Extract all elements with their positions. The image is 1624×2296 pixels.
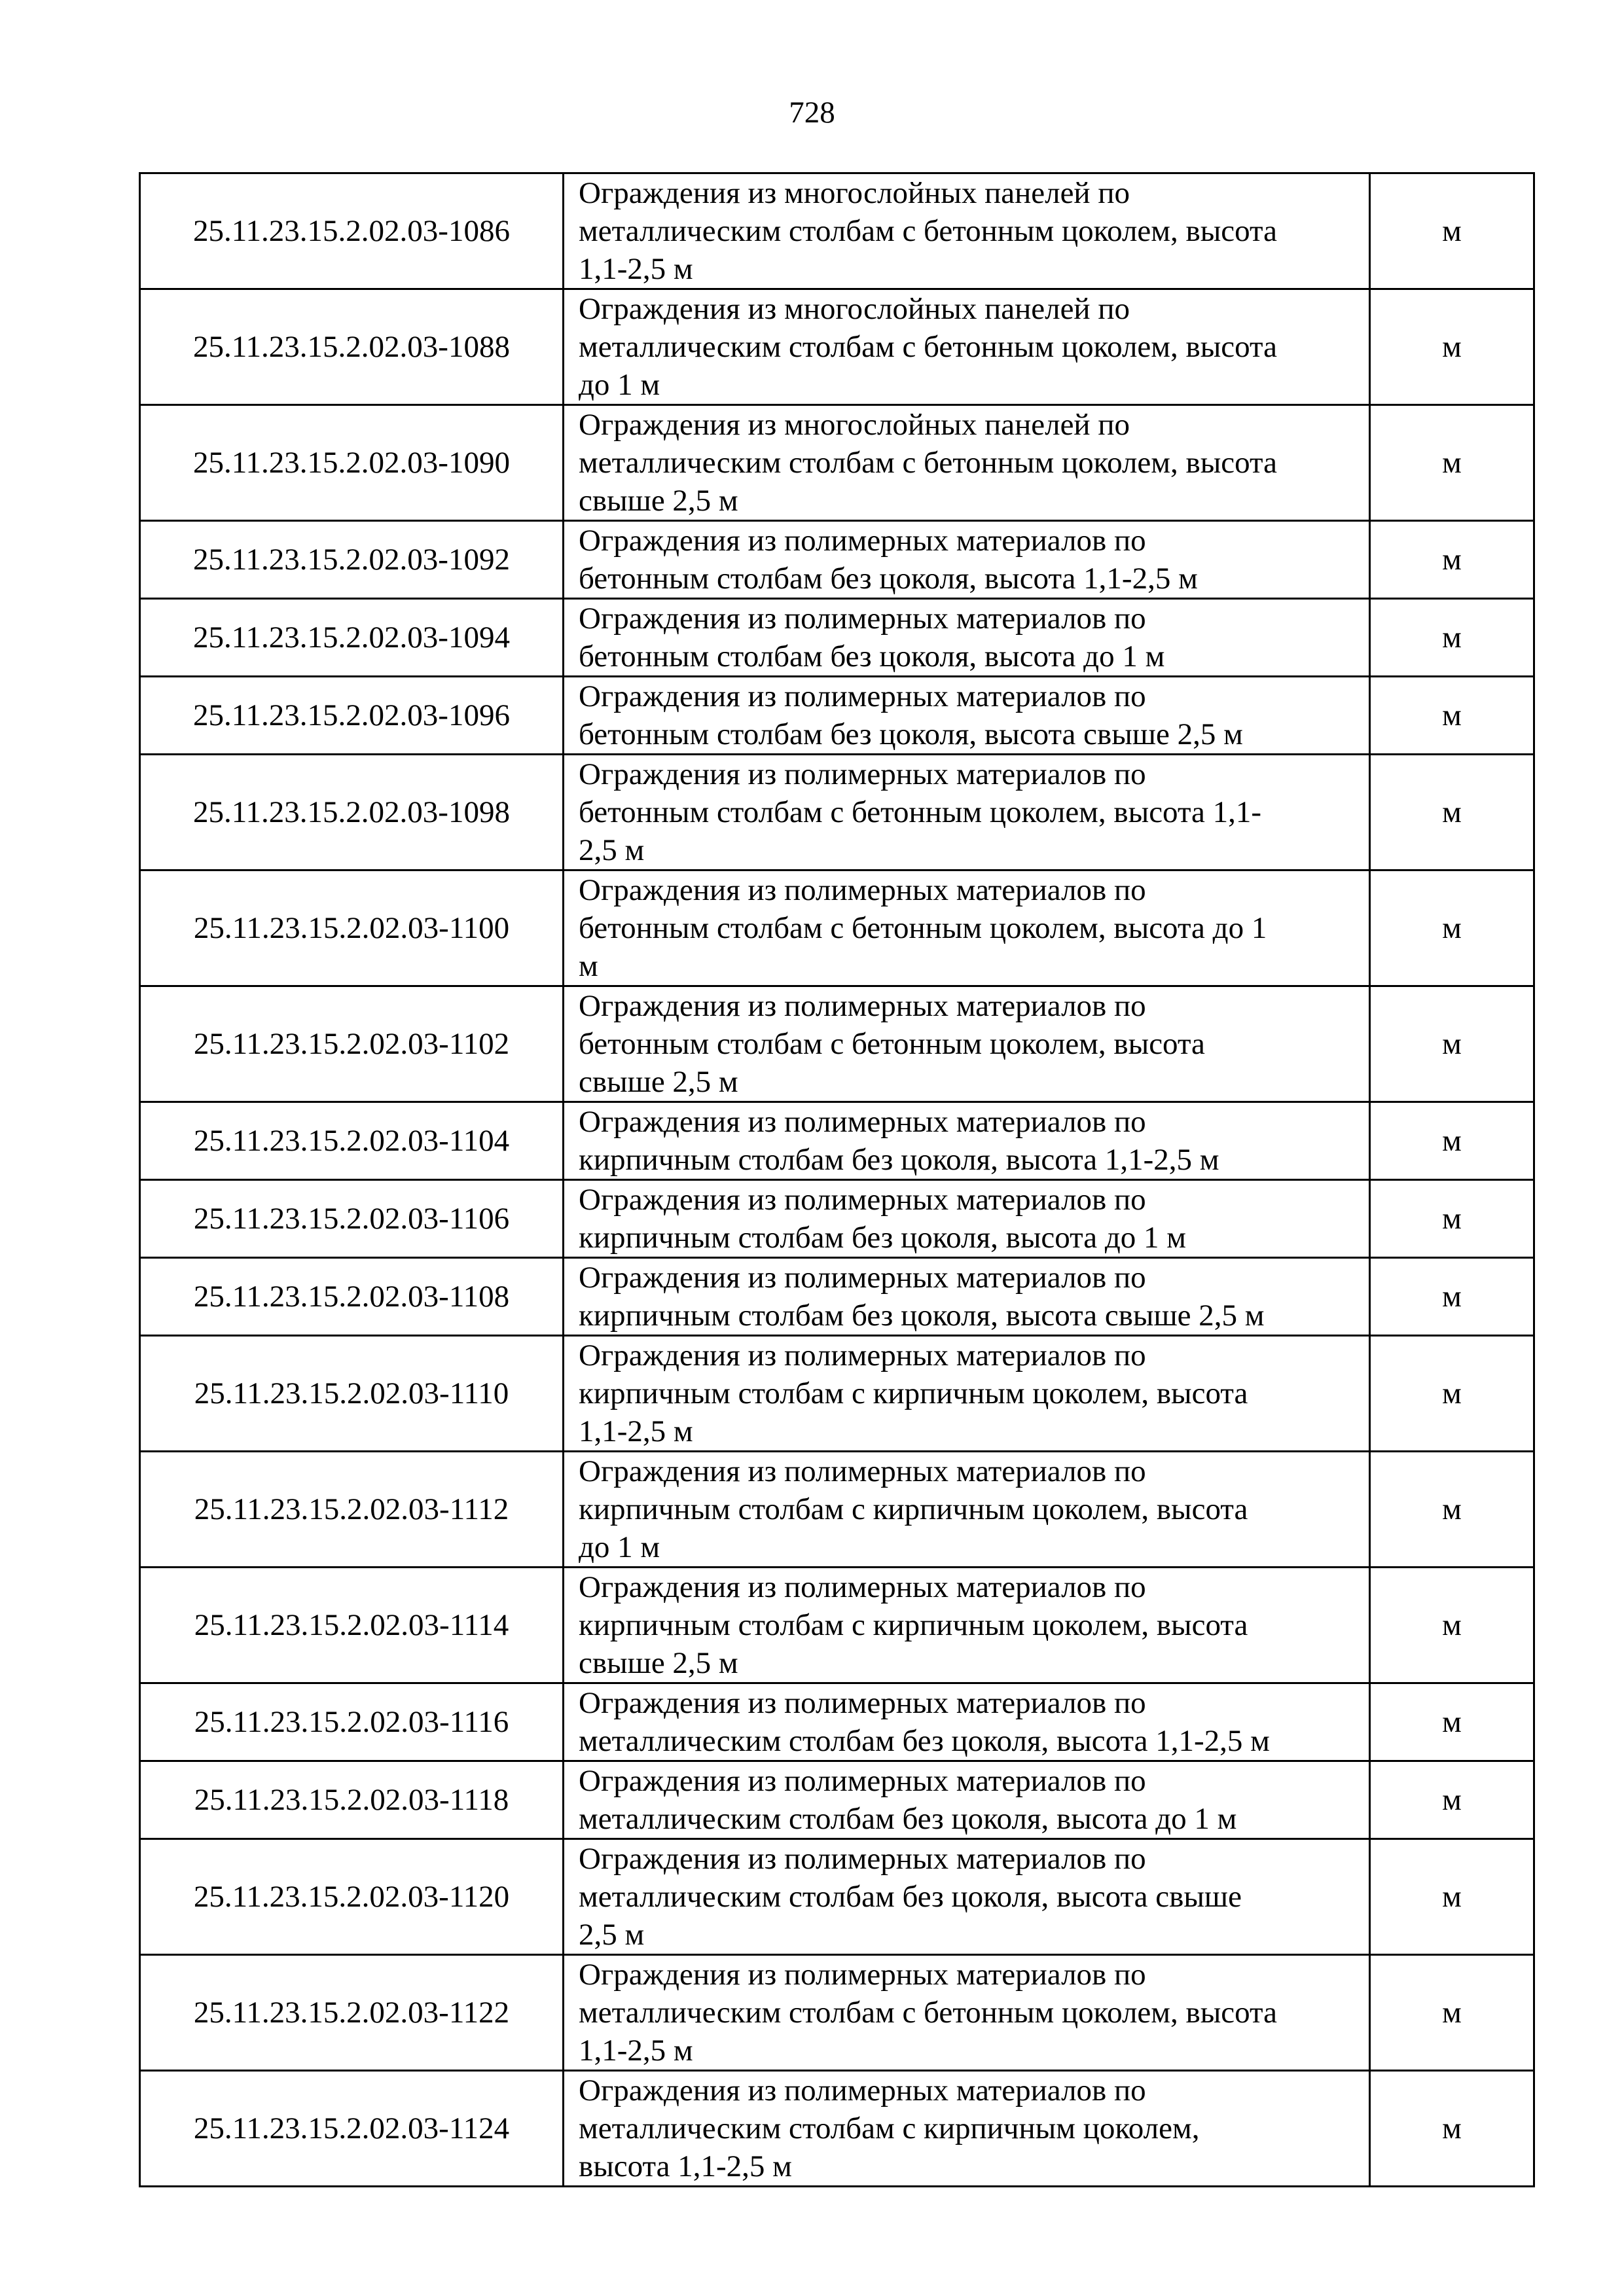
unit-cell: м — [1370, 986, 1534, 1102]
description-line: Ограждения из полимерных материалов по — [579, 601, 1146, 636]
code-cell: 25.11.23.15.2.02.03-1102 — [140, 986, 564, 1102]
table-row — [140, 599, 1534, 677]
description-cell — [564, 405, 1370, 521]
description-cell — [564, 1336, 1370, 1452]
description-line: 2,5 м — [579, 833, 645, 867]
unit-cell: м — [1370, 289, 1534, 405]
description-line: кирпичным столбам без цоколя, высота свыше 2,5 м — [579, 1299, 1265, 1333]
code-cell: 25.11.23.15.2.02.03-1094 — [140, 599, 564, 677]
description-line: 1,1-2,5 м — [579, 252, 693, 286]
description-cell — [564, 599, 1370, 677]
code-cell: 25.11.23.15.2.02.03-1092 — [140, 521, 564, 599]
description-line: бетонным столбам с бетонным цоколем, высота — [579, 1027, 1205, 1061]
description-line: 1,1-2,5 м — [579, 2034, 693, 2068]
description-line: металлическим столбам без цоколя, высота свыше — [579, 1880, 1242, 1914]
description-line: кирпичным столбам с кирпичным цоколем, высота — [579, 1608, 1248, 1642]
description-line: металлическим столбам без цоколя, высота до 1 м — [579, 1802, 1237, 1836]
description-line: Ограждения из полимерных материалов по — [579, 1764, 1146, 1798]
code-cell: 25.11.23.15.2.02.03-1118 — [140, 1761, 564, 1839]
table-row — [140, 521, 1534, 599]
code-cell: 25.11.23.15.2.02.03-1124 — [140, 2071, 564, 2187]
unit-cell: м — [1370, 1839, 1534, 1955]
description-cell — [564, 1452, 1370, 1568]
description-line: Ограждения из полимерных материалов по — [579, 1105, 1146, 1139]
description-cell — [564, 1180, 1370, 1258]
table-row — [140, 1683, 1534, 1761]
table-row — [140, 1336, 1534, 1452]
table-row — [140, 1258, 1534, 1336]
description-cell — [564, 755, 1370, 870]
description-cell — [564, 173, 1370, 289]
classifier-table — [139, 172, 1535, 2187]
unit-cell: м — [1370, 1102, 1534, 1180]
unit-cell: м — [1370, 755, 1534, 870]
table-row — [140, 870, 1534, 986]
code-cell: 25.11.23.15.2.02.03-1096 — [140, 677, 564, 755]
description-line: Ограждения из полимерных материалов по — [579, 1958, 1146, 1992]
unit-cell: м — [1370, 521, 1534, 599]
table-row — [140, 1839, 1534, 1955]
unit-cell: м — [1370, 405, 1534, 521]
table-body — [140, 173, 1534, 2187]
description-line: до 1 м — [579, 1530, 660, 1564]
description-line: бетонным столбам без цоколя, высота 1,1-2,5 м — [579, 562, 1198, 596]
table-row — [140, 289, 1534, 405]
description-line: металлическим столбам с кирпичным цоколем, — [579, 2111, 1200, 2145]
description-line: Ограждения из многослойных панелей по — [579, 292, 1130, 326]
description-line: Ограждения из полимерных материалов по — [579, 873, 1146, 907]
description-line: металлическим столбам с бетонным цоколем, высота — [579, 214, 1278, 248]
description-cell — [564, 1258, 1370, 1336]
description-line: кирпичным столбам с кирпичным цоколем, высота — [579, 1492, 1248, 1526]
description-line: Ограждения из полимерных материалов по — [579, 1570, 1146, 1604]
description-line: Ограждения из полимерных материалов по — [579, 2073, 1146, 2108]
description-line: свыше 2,5 м — [579, 1065, 738, 1099]
page-number: 728 — [789, 96, 835, 130]
table-row — [140, 1180, 1534, 1258]
table-row — [140, 1452, 1534, 1568]
description-line: металлическим столбам с бетонным цоколем, высота — [579, 446, 1278, 480]
description-line: бетонным столбам с бетонным цоколем, высота 1,1- — [579, 795, 1262, 829]
description-cell — [564, 677, 1370, 755]
description-cell — [564, 1683, 1370, 1761]
description-line: Ограждения из многослойных панелей по — [579, 408, 1130, 442]
unit-cell: м — [1370, 870, 1534, 986]
description-line: Ограждения из полимерных материалов по — [579, 1261, 1146, 1295]
code-cell: 25.11.23.15.2.02.03-1104 — [140, 1102, 564, 1180]
description-line: Ограждения из полимерных материалов по — [579, 679, 1146, 713]
table-row — [140, 986, 1534, 1102]
code-cell: 25.11.23.15.2.02.03-1110 — [140, 1336, 564, 1452]
table-row — [140, 405, 1534, 521]
unit-cell: м — [1370, 1336, 1534, 1452]
table-row — [140, 1568, 1534, 1683]
description-line: Ограждения из многослойных панелей по — [579, 176, 1130, 210]
unit-cell: м — [1370, 1955, 1534, 2071]
description-line: кирпичным столбам без цоколя, высота 1,1-2,5 м — [579, 1143, 1219, 1177]
description-line: до 1 м — [579, 368, 660, 402]
unit-cell: м — [1370, 677, 1534, 755]
description-line: свыше 2,5 м — [579, 484, 738, 518]
table-row — [140, 173, 1534, 289]
code-cell: 25.11.23.15.2.02.03-1116 — [140, 1683, 564, 1761]
code-cell: 25.11.23.15.2.02.03-1088 — [140, 289, 564, 405]
description-line: 1,1-2,5 м — [579, 1414, 693, 1448]
description-line: кирпичным столбам с кирпичным цоколем, высота — [579, 1376, 1248, 1410]
description-line: м — [579, 949, 598, 983]
description-cell — [564, 1761, 1370, 1839]
description-line: Ограждения из полимерных материалов по — [579, 1842, 1146, 1876]
table-row — [140, 1761, 1534, 1839]
description-line: 2,5 м — [579, 1918, 645, 1952]
description-line: Ограждения из полимерных материалов по — [579, 989, 1146, 1023]
description-cell — [564, 1568, 1370, 1683]
table-row — [140, 755, 1534, 870]
description-line: Ограждения из полимерных материалов по — [579, 1454, 1146, 1488]
description-cell — [564, 870, 1370, 986]
code-cell: 25.11.23.15.2.02.03-1112 — [140, 1452, 564, 1568]
table-row — [140, 1102, 1534, 1180]
unit-cell: м — [1370, 1683, 1534, 1761]
unit-cell: м — [1370, 173, 1534, 289]
description-line: Ограждения из полимерных материалов по — [579, 524, 1146, 558]
table-row — [140, 2071, 1534, 2187]
code-cell: 25.11.23.15.2.02.03-1114 — [140, 1568, 564, 1683]
description-line: металлическим столбам без цоколя, высота 1,1-2,5 м — [579, 1724, 1270, 1758]
description-line: Ограждения из полимерных материалов по — [579, 1183, 1146, 1217]
unit-cell: м — [1370, 1452, 1534, 1568]
description-cell — [564, 289, 1370, 405]
description-line: кирпичным столбам без цоколя, высота до 1 м — [579, 1221, 1187, 1255]
description-cell — [564, 2071, 1370, 2187]
table-row — [140, 1955, 1534, 2071]
code-cell: 25.11.23.15.2.02.03-1106 — [140, 1180, 564, 1258]
description-cell — [564, 521, 1370, 599]
code-cell: 25.11.23.15.2.02.03-1086 — [140, 173, 564, 289]
unit-cell: м — [1370, 599, 1534, 677]
unit-cell: м — [1370, 1258, 1534, 1336]
description-line: металлическим столбам с бетонным цоколем, высота — [579, 1996, 1278, 2030]
unit-cell: м — [1370, 1761, 1534, 1839]
description-cell — [564, 1839, 1370, 1955]
code-cell: 25.11.23.15.2.02.03-1098 — [140, 755, 564, 870]
description-line: металлическим столбам с бетонным цоколем, высота — [579, 330, 1278, 364]
description-line: свыше 2,5 м — [579, 1646, 738, 1680]
code-cell: 25.11.23.15.2.02.03-1120 — [140, 1839, 564, 1955]
description-line: Ограждения из полимерных материалов по — [579, 1686, 1146, 1720]
unit-cell: м — [1370, 2071, 1534, 2187]
description-line: бетонным столбам без цоколя, высота свыше 2,5 м — [579, 717, 1243, 751]
code-cell: 25.11.23.15.2.02.03-1100 — [140, 870, 564, 986]
unit-cell: м — [1370, 1568, 1534, 1683]
description-line: бетонным столбам с бетонным цоколем, высота до 1 — [579, 911, 1267, 945]
table-row — [140, 677, 1534, 755]
description-line: Ограждения из полимерных материалов по — [579, 1338, 1146, 1372]
description-cell — [564, 1102, 1370, 1180]
description-line: Ограждения из полимерных материалов по — [579, 757, 1146, 791]
unit-cell: м — [1370, 1180, 1534, 1258]
description-cell — [564, 1955, 1370, 2071]
description-line: бетонным столбам без цоколя, высота до 1 м — [579, 639, 1165, 673]
description-line: высота 1,1-2,5 м — [579, 2149, 792, 2183]
description-cell — [564, 986, 1370, 1102]
code-cell: 25.11.23.15.2.02.03-1108 — [140, 1258, 564, 1336]
code-cell: 25.11.23.15.2.02.03-1122 — [140, 1955, 564, 2071]
code-cell: 25.11.23.15.2.02.03-1090 — [140, 405, 564, 521]
